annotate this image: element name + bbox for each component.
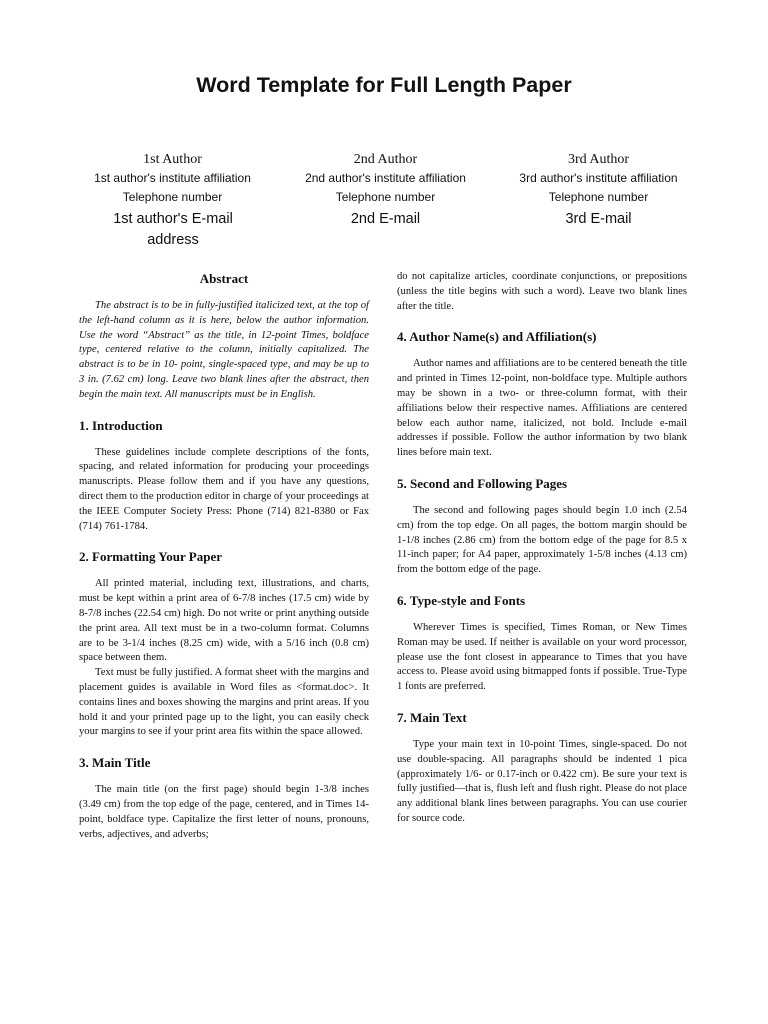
section-heading-following-pages: 5. Second and Following Pages [397,475,568,491]
paragraph: Text must be fully justified. A format sheet with the margins and placement guides is available in Word files as <format.doc>. It contains lines and boxes showing the margins and print areas. If you hold it and your printed page up to the light, you can easily check your margins to see if your print area fits within the space allowed. [79,667,369,738]
author-email: 1st author's E-mail address [113,211,233,248]
author-3 [492,150,705,230]
paragraph: These guidelines include complete descriptions of the fonts, spacing, and related information for producing your proceedings manuscripts. Please follow them and if you have any questions, direct them to the production editor in charge of your proceedings at the IEEE Computer Society Press: Phone (714) 821-8380 or Fax (714) 761-1784. [79,446,369,532]
author-telephone: Telephone number [548,190,649,204]
paragraph: Wherever Times is specified, Times Roman, or New Times Roman may be used. If neither is available on your word processor, please use the font closest in appearance to Times that you have access to. Please avoid using bitmapped fonts if possible. True-Type 1 fonts are preferred. [397,621,687,693]
section-heading-formatting: 2. Formatting Your Paper [79,549,222,565]
author-2 [279,150,492,230]
paragraph: Author names and affiliations are to be centered beneath the title and printed in Times 12-point, non-boldface type. Multiple authors may be shown in a two- or three-column format, with their affiliations below their respective names. Affiliations are centered below each author name, italicized, not bold. Include e-mail addresses if possible. Follow the author information by two blank lines before main text. [397,358,687,459]
author-telephone: Telephone number [122,190,223,204]
author-block [66,150,706,255]
left-column [79,270,369,842]
section-heading-main-title: 3. Main Title [79,755,151,771]
author-name: 3rd Author [567,152,630,167]
author-name: 1st Author [143,152,202,167]
section-heading-type-style: 6. Type-style and Fonts [397,592,526,608]
paragraph: The main title (on the first page) should begin 1-3/8 inches (3.49 cm) from the top edge of the page, centered, and in Times 14-point, boldface type. Capitalize the first letter of nouns, pronouns, verbs, adjectives, and adverbs; [79,784,369,840]
author-email: 3rd E-mail [565,211,632,227]
abstract-text: The abstract is to be in fully-justified italicized text, at the top of the left-hand column as it is here, below the author information. Use the word “Abstract” as the title, in 12-point Times, boldface type, centered relative to the column, initially capitalized. The abstract is to be in 10- point, single-spaced type, and may be up to 3 in. (7.62 cm) long. Leave two blank lines after the abstract, then begin the main text. All manuscripts must be in English. [79,300,369,400]
section-heading-main-text: 7. Main Text [397,709,467,725]
author-affiliation: 2nd author's institute affiliation [305,171,466,185]
paragraph: Type your main text in 10-point Times, single-spaced. Do not use double-spacing. All paragraphs should be indented 1 pica (approximately 1/6- or 0.17-inch or 0.422 cm). Be sure your text is fully justified—that is, flush left and flush right. Please do not place any additional blank lines between paragraphs. You can use courier for source code. [397,738,687,824]
paragraph: All printed material, including text, illustrations, and charts, must be kept within a print area of 6-7/8 inches (17.5 cm) wide by 8-7/8 inches (22.54 cm) high. Do not write or print anything outside the print area. All text must be in a two-column format. Columns are to be 3-1/4 inches (8.25 cm) wide, with a 5/16 inch (0.8 cm) space between them. [79,578,369,664]
section-heading-author-names: 4. Author Name(s) and Affiliation(s) [397,329,597,345]
author-email: 2nd E-mail [350,211,421,227]
paper-title: Word Template for Full Length Paper [196,73,572,97]
abstract-heading: Abstract [199,271,249,286]
section-heading-introduction: 1. Introduction [79,417,163,433]
author-telephone: Telephone number [335,190,436,204]
paragraph-continued: do not capitalize articles, coordinate conjunctions, or prepositions (unless the title begins with such a word). Leave two blank lines after the title. [397,271,687,312]
author-1 [66,150,279,251]
author-affiliation: 1st author's institute affiliation [94,171,251,185]
author-name: 2nd Author [353,152,418,167]
right-column [397,270,687,827]
author-affiliation: 3rd author's institute affiliation [519,171,678,185]
paragraph: The second and following pages should begin 1.0 inch (2.54 cm) from the top edge. On all pages, the bottom margin should be 1-1/8 inches (2.86 cm) from the bottom edge of the page for 8.5 x 11-inch paper; for A4 paper, approximately 1-5/8 inches (4.13 cm) from the bottom edge of the page. [397,504,687,576]
